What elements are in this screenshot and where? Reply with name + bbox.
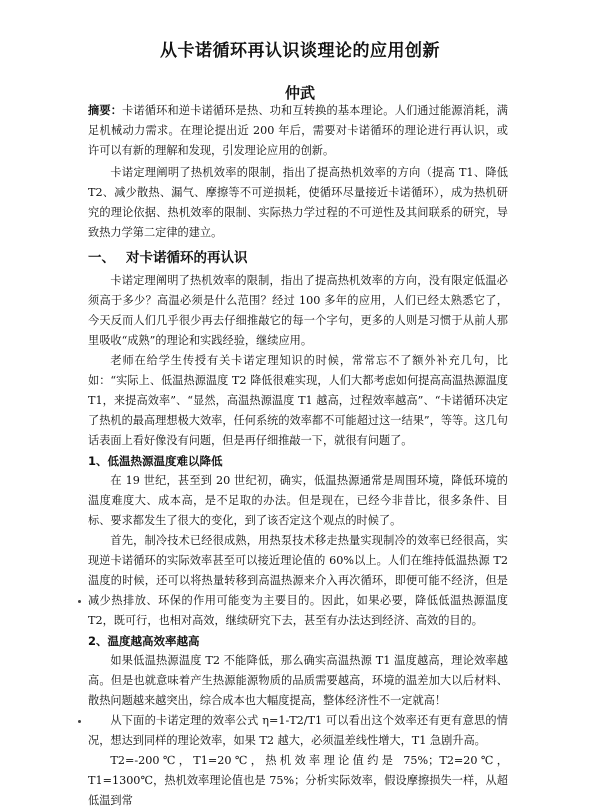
subsection-2-paragraph-1: 如果低温热源温度 T2 不能降低，那么确实高温热源 T1 温度越高，理论效率越高。但是也就意味着产生热源能源物质的品质需要越高，环境的温差加大以后材料、散热问题越来越突出，综合成本也大幅度提高，整体经济性不一定就高！: [88, 654, 508, 707]
abstract-label: 摘要：: [88, 104, 123, 117]
scan-margin-mark: [78, 600, 81, 603]
subsection-2-heading: 2、温度越高效率越高: [88, 634, 200, 648]
document-title: 从卡诺循环再认识谈理论的应用创新: [160, 41, 440, 61]
abstract-text: 卡诺循环和逆卡诺循环是热、功和互转换的基本理论。人们通过能源消耗，满足机械动力需求。在理论提出近 200 年后，需要对卡诺循环的理论进行再认识，或许可以有新的理解和发现，引发理论应用的创新。: [88, 104, 508, 157]
section-1-heading: [88, 248, 248, 268]
section-1-body: [88, 271, 508, 811]
subsection-1-paragraph-2: 首先，制冷技术已经很成熟，用热泵技术移走热量实现制冷的效率已经很高，实现逆卡诺循环的实际效率甚至可以接近理论值的 60%以上。人们在维持低温热源 T2 温度的时候，还可以将热量转移到高温热源来介入再次循环，即便可能不经济，但是减少热排放、环保的作用可能变为主要目的。因此，如果必要，降低低温热源温度 T2，既可行，也相对高效，继续研究下去，甚至有办法达到经济、高效的目的。: [88, 534, 508, 627]
intro-paragraph: 卡诺定理阐明了热机效率的限制，指出了提高热机效率的方向（提高 T1、降低 T2、减少散热、漏气、摩擦等不可逆损耗，使循环尽量接近卡诺循环），成为热机研究的理论依据、热机效率的限制、实际热力学过程的不可逆性及其间联系的研究，导致热力学第二定律的建立。: [88, 166, 508, 239]
author-name: 仲武: [284, 84, 315, 102]
subsection-2-paragraph-3: T2=-200℃，T1=20℃，热机效率理论值约是 75%；T2=20℃，T1=1300℃，热机效率理论值也是 75%；分析实际效率，假设摩擦损失一样，从超低温到常: [88, 754, 508, 807]
subsection-2-paragraph-2: 从下面的卡诺定理的效率公式 η=1-T2/T1 可以看出这个效率还有更有意思的情况，想达到同样的理论效率，如果 T2 越大，必须温差线性增大，T1 急剧升高。: [88, 714, 508, 747]
abstract: [88, 101, 508, 161]
section-1-number: 一、: [88, 250, 115, 266]
subsection-1-paragraph-1: 在 19 世纪，甚至到 20 世纪初，确实，低温热源通常是周围环境，降低环境的温度难度大、成本高，是不足取的办法。但是现在，已经今非昔比，很多条件、目标、要求都发生了很大的变化，到了该否定这个观点的时候了。: [88, 474, 508, 527]
section-1-title: 对卡诺循环的再认识: [126, 250, 248, 266]
section-1-paragraph-1: 卡诺定理阐明了热机效率的限制，指出了提高热机效率的方向，没有限定低温必须高于多少？高温必须是什么范围？经过 100 多年的应用，人们已经太熟悉它了，今天反而人们几乎很少再去仔细推敲它的每一个字句，更多的人则是习惯于从前人那里吸收“成熟”的理论和实践经验，继续应用。: [88, 274, 508, 347]
section-1-paragraph-2: 老师在给学生传授有关卡诺定理知识的时候，常常忘不了额外补充几句，比如：“实际上、低温热源温度 T2 降低很难实现，人们大都考虑如何提高高温热源温度 T1，来提高效率”、“显然，高温热源温度 T1 越高，过程效率越高”、“卡诺循环决定了热机的最高理想极大效率，任何系统的效率都不可能超过这一结果”，等等。这几句话表面上看好像没有问题，但是再仔细推敲一下，就很有问题了。: [88, 354, 508, 447]
scan-margin-mark: [78, 720, 81, 723]
subsection-1-heading: 1、低温热源温度难以降低: [88, 454, 223, 468]
